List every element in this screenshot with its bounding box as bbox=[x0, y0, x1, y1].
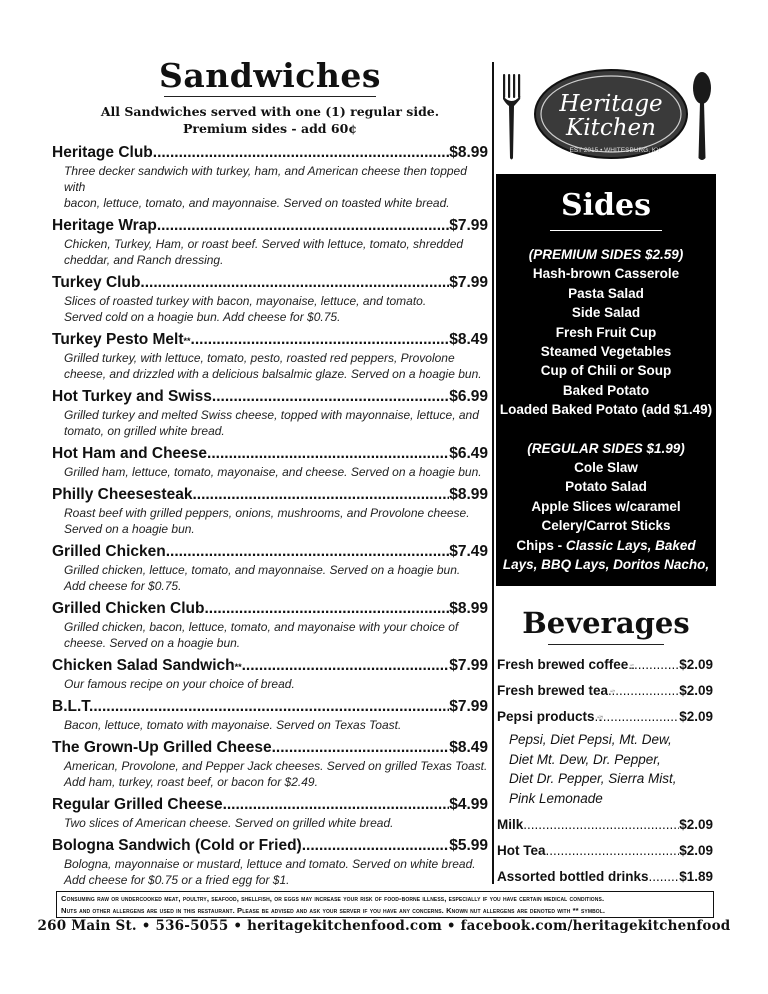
menu-item-price: $8.99 bbox=[449, 144, 488, 161]
leader-dots bbox=[630, 652, 679, 678]
beverage-main-list bbox=[497, 652, 713, 730]
logo-tagline: EST 2015 • WHITESBURG, KY bbox=[569, 147, 661, 154]
menu-item-name: Heritage Wrap bbox=[52, 217, 157, 234]
premium-side-item: Steamed Vegetables bbox=[540, 344, 672, 360]
regular-sides-header: (REGULAR SIDES $1.99) bbox=[527, 440, 685, 456]
menu-item-description: cheddar, and Ranch dressing. bbox=[64, 253, 224, 267]
menu-item-description: bacon, lettuce, tomato, and mayonnaise. Served on toasted white bread. bbox=[64, 196, 450, 210]
menu-item-price: $7.99 bbox=[449, 274, 488, 291]
disclaimer-line-1: Consuming raw or undercooked meat, poultry, seafood, shellfish, or eggs may increase your risk of food-borne illness, especially if you have certain medical conditions. bbox=[61, 894, 605, 903]
menu-item bbox=[52, 836, 488, 888]
premium-side-item: Fresh Fruit Cup bbox=[555, 324, 657, 340]
pepsi-flavor-line: Diet Mt. Dew, Dr. Pepper, bbox=[509, 751, 661, 767]
pepsi-flavor-line: Pepsi, Diet Pepsi, Mt. Dew, bbox=[509, 732, 672, 747]
beverages-list bbox=[497, 652, 713, 890]
menu-item-name: Turkey Pesto Melt bbox=[52, 331, 184, 348]
menu-item-description: cheese. Served on a hoagie bun. bbox=[64, 636, 241, 650]
logo-line-2: Kitchen bbox=[566, 115, 656, 141]
menu-item-description: Served on a hoagie bun. bbox=[64, 522, 195, 536]
beverage-price: $2.09 bbox=[679, 843, 713, 858]
menu-item bbox=[52, 273, 488, 325]
leader-dots bbox=[546, 838, 680, 864]
leader-dots bbox=[153, 143, 449, 163]
spoon-icon bbox=[693, 72, 711, 160]
menu-item-name: Turkey Club bbox=[52, 274, 141, 291]
menu-item-name: Grilled Chicken bbox=[52, 543, 166, 560]
premium-side-item: Hash-brown Casserole bbox=[532, 266, 680, 282]
menu-item-header bbox=[52, 542, 488, 562]
leader-dots bbox=[242, 656, 450, 676]
beverage-item bbox=[497, 652, 713, 678]
menu-item bbox=[52, 387, 488, 439]
menu-item-description: American, Provolone, and Pepper Jack cheeses. Served on grilled Texas Toast. bbox=[64, 759, 488, 773]
leader-dots bbox=[223, 795, 450, 815]
leader-dots bbox=[599, 704, 679, 730]
free-refills-label: Free Refills bbox=[597, 716, 603, 719]
chips-options-1: Classic Lays, Baked bbox=[565, 537, 696, 553]
menu-item-description: Grilled ham, lettuce, tomato, mayonaise, and cheese. Served on a hoagie bun. bbox=[64, 465, 482, 479]
menu-item bbox=[52, 738, 488, 790]
menu-item bbox=[52, 656, 488, 692]
sandwiches-title: Sandwiches bbox=[159, 56, 381, 95]
menu-item bbox=[52, 216, 488, 268]
free-refills-label: Free Refills bbox=[630, 664, 635, 667]
menu-item-price: $4.99 bbox=[449, 796, 488, 813]
menu-item-name: The Grown-Up Grilled Cheese bbox=[52, 739, 272, 756]
beverages-title: Beverages bbox=[522, 606, 690, 640]
menu-item-description: Grilled chicken, lettuce, tomato, and mayonnaise. Served on a hoagie bun. bbox=[64, 563, 461, 577]
premium-side-item: Pasta Salad bbox=[568, 285, 644, 301]
menu-item-header bbox=[52, 216, 488, 236]
menu-item-name: Bologna Sandwich (Cold or Fried) bbox=[52, 837, 302, 854]
menu-item-description: Add ham, turkey, roast beef, or bacon for $2.49. bbox=[64, 775, 318, 789]
beverage-more-list bbox=[497, 812, 713, 890]
beverage-price: $2.09 bbox=[679, 657, 713, 672]
menu-item-description: Chicken, Turkey, Ham, or roast beef. Served with lettuce, tomato, shredded bbox=[64, 237, 464, 251]
heritage-kitchen-logo bbox=[500, 66, 720, 166]
premium-side-item: Baked Potato bbox=[562, 382, 650, 398]
logo-line-1: Heritage bbox=[559, 91, 663, 117]
premium-sides-list bbox=[496, 264, 716, 419]
menu-item-description: Slices of roasted turkey with bacon, mayonaise, lettuce, and tomato. bbox=[64, 294, 427, 308]
menu-item bbox=[52, 542, 488, 594]
menu-item bbox=[52, 697, 488, 733]
menu-item-header bbox=[52, 444, 488, 464]
beverage-price: $2.09 bbox=[679, 817, 713, 832]
menu-item-description: Bacon, lettuce, tomato with mayonaise. Served on Texas Toast. bbox=[64, 718, 402, 732]
menu-item-description: Two slices of American cheese. Served on grilled white bread. bbox=[64, 816, 394, 830]
website-link[interactable]: heritagekitchenfood.com bbox=[247, 918, 443, 934]
regular-sides-list bbox=[496, 458, 716, 536]
menu-item-price: $7.99 bbox=[449, 657, 488, 674]
menu-item-description: Bologna, mayonnaise or mustard, lettuce and tomato. Served on white bread. bbox=[64, 857, 476, 871]
menu-item-header bbox=[52, 795, 488, 815]
leader-dots bbox=[166, 542, 450, 562]
facebook-link[interactable]: facebook.com/heritagekitchenfood bbox=[460, 918, 731, 934]
chips-options-2: Lays, BBQ Lays, Doritos Nacho, bbox=[502, 557, 710, 573]
menu-item-price: $6.49 bbox=[449, 445, 488, 462]
beverage-name: Hot Tea bbox=[497, 843, 546, 858]
leader-dots bbox=[192, 485, 449, 505]
menu-item-description: Three decker sandwich with turkey, ham, and American cheese then topped with bbox=[64, 164, 467, 194]
menu-item-name: B.L.T. bbox=[52, 698, 94, 715]
menu-item bbox=[52, 444, 488, 480]
menu-item-header bbox=[52, 485, 488, 505]
beverage-price: $1.89 bbox=[679, 869, 713, 884]
beverage-price: $2.09 bbox=[679, 683, 713, 698]
leader-dots bbox=[207, 444, 449, 464]
sandwiches-intro bbox=[52, 103, 488, 137]
beverage-item bbox=[497, 704, 713, 730]
menu-item-name: Regular Grilled Cheese bbox=[52, 796, 223, 813]
sides-rule bbox=[550, 230, 662, 231]
sides-title: Sides bbox=[560, 188, 651, 223]
sandwiches-section bbox=[52, 56, 488, 893]
menu-item-description: Grilled chicken, bacon, lettuce, tomato, and mayonaise with your choice of bbox=[64, 620, 459, 634]
leader-dots bbox=[611, 678, 679, 704]
address: 260 Main St. bbox=[37, 918, 137, 934]
chips-label: Chips - bbox=[516, 537, 566, 553]
menu-item-price: $8.99 bbox=[449, 486, 488, 503]
menu-item-name: Philly Cheesesteak bbox=[52, 486, 193, 503]
menu-item-header bbox=[52, 143, 488, 163]
menu-item-header bbox=[52, 836, 488, 856]
menu-item-price: $8.49 bbox=[449, 739, 488, 756]
menu-item-name: Chicken Salad Sandwich bbox=[52, 657, 235, 674]
beverage-name: Pepsi products bbox=[497, 709, 595, 724]
leader-dots bbox=[302, 836, 449, 856]
menu-item bbox=[52, 485, 488, 537]
menu-item bbox=[52, 330, 488, 382]
menu-item-name: Heritage Club bbox=[52, 144, 153, 161]
leader-dots bbox=[212, 387, 449, 407]
menu-item-price: $7.99 bbox=[449, 217, 488, 234]
regular-side-item: Apple Slices w/caramel bbox=[531, 498, 681, 514]
title-rule bbox=[164, 96, 376, 97]
beverage-name: Fresh brewed coffee bbox=[497, 657, 629, 672]
menu-item-header: Turkey Pesto Melt ** ..... $8.49 bbox=[52, 330, 488, 350]
sandwich-list bbox=[52, 143, 488, 888]
beverage-item bbox=[497, 812, 713, 838]
beverage-name: Assorted bottled drinks bbox=[497, 869, 649, 884]
leader-dots bbox=[204, 599, 449, 619]
premium-sides-header: (PREMIUM SIDES $2.59) bbox=[528, 247, 684, 262]
fork-icon bbox=[503, 74, 520, 160]
menu-item-description: Add cheese for $0.75. bbox=[64, 579, 182, 593]
column-divider bbox=[492, 62, 494, 884]
leader-dots bbox=[649, 864, 680, 890]
beverage-item bbox=[497, 678, 713, 704]
leader-dots bbox=[140, 273, 449, 293]
leader-dots bbox=[157, 216, 449, 236]
menu-item-description: cheese, and drizzled with a delicious balsalmic glaze. Served on a hoagie bun. bbox=[64, 367, 482, 381]
leader-dots bbox=[191, 330, 450, 350]
menu-item-price: $8.49 bbox=[449, 331, 488, 348]
menu-item-name: Grilled Chicken Club bbox=[52, 600, 205, 617]
regular-side-item: Potato Salad bbox=[565, 479, 647, 495]
menu-item-description: Grilled turkey and melted Swiss cheese, topped with mayonnaise, lettuce, and bbox=[64, 408, 479, 422]
regular-side-item: Celery/Carrot Sticks bbox=[541, 518, 671, 534]
menu-item-description: Add cheese for $0.75 or a fried egg for $1. bbox=[64, 873, 290, 887]
menu-item-header bbox=[52, 697, 488, 717]
menu-item-header: Chicken Salad Sandwich ** ..... $7.99 bbox=[52, 656, 488, 676]
beverage-name: Milk bbox=[497, 817, 524, 832]
menu-item-header bbox=[52, 387, 488, 407]
intro-line-1: All Sandwiches served with one (1) regular side. bbox=[100, 104, 440, 119]
disclaimer-line-2: Nuts and other allergens are used in this restaurant. Please be advised and ask your server if you have any concerns. Known nut allergens are denoted with ** symbol. bbox=[61, 906, 606, 915]
pepsi-flavor-line: Diet Dr. Pepper, Sierra Mist, bbox=[509, 771, 677, 786]
menu-item-price: $8.99 bbox=[449, 600, 488, 617]
menu-item-description: Served cold on a hoagie bun. Add cheese for $0.75. bbox=[64, 310, 341, 324]
menu-item-name: Hot Ham and Cheese bbox=[52, 445, 208, 462]
sides-section bbox=[496, 174, 716, 586]
menu-item bbox=[52, 143, 488, 211]
menu-item-price: $6.99 bbox=[449, 388, 488, 405]
menu-item-price: $7.99 bbox=[449, 698, 488, 715]
premium-side-item: Side Salad bbox=[571, 305, 641, 321]
menu-item-header bbox=[52, 273, 488, 293]
beverage-price: $2.09 bbox=[679, 709, 713, 724]
beverage-item bbox=[497, 864, 713, 890]
menu-item-price: $5.99 bbox=[449, 837, 488, 854]
leader-dots bbox=[523, 812, 679, 838]
leader-dots bbox=[93, 697, 449, 717]
phone[interactable]: 536-5055 bbox=[155, 918, 229, 934]
menu-item-description: tomato, on grilled white bread. bbox=[64, 424, 225, 438]
menu-item-description: Our famous recipe on your choice of bread. bbox=[64, 677, 295, 691]
menu-item-description: Roast beef with grilled peppers, onions, mushrooms, and Provolone cheese. bbox=[64, 506, 470, 520]
premium-side-item: Loaded Baked Potato (add $1.49) bbox=[499, 402, 713, 418]
menu-item-name: Hot Turkey and Swiss bbox=[52, 388, 212, 405]
regular-side-item: Cole Slaw bbox=[574, 460, 638, 476]
intro-line-2: Premium sides - add 60¢ bbox=[182, 121, 357, 136]
free-refills-label: Free Refills bbox=[610, 690, 616, 693]
beverages-rule bbox=[548, 644, 664, 645]
beverage-item bbox=[497, 838, 713, 864]
menu-item-description: Grilled turkey, with lettuce, tomato, pesto, roasted red peppers, Provolone bbox=[64, 351, 455, 365]
leader-dots bbox=[272, 738, 450, 758]
menu-item-header bbox=[52, 599, 488, 619]
menu-item bbox=[52, 795, 488, 831]
pepsi-flavors bbox=[497, 730, 713, 808]
menu-item-header bbox=[52, 738, 488, 758]
premium-side-item: Cup of Chili or Soup bbox=[540, 363, 672, 379]
chips-line bbox=[496, 536, 716, 555]
beverage-name: Fresh brewed tea bbox=[497, 683, 609, 698]
allergen-disclaimer bbox=[56, 891, 714, 918]
pepsi-flavor-line: Pink Lemonade bbox=[509, 790, 603, 806]
contact-footer: 260 Main St. • 536-5055 • heritagekitchenfood.com • facebook.com/heritagekitchenfood bbox=[37, 918, 731, 934]
menu-item bbox=[52, 599, 488, 651]
menu-item-price: $7.49 bbox=[449, 543, 488, 560]
